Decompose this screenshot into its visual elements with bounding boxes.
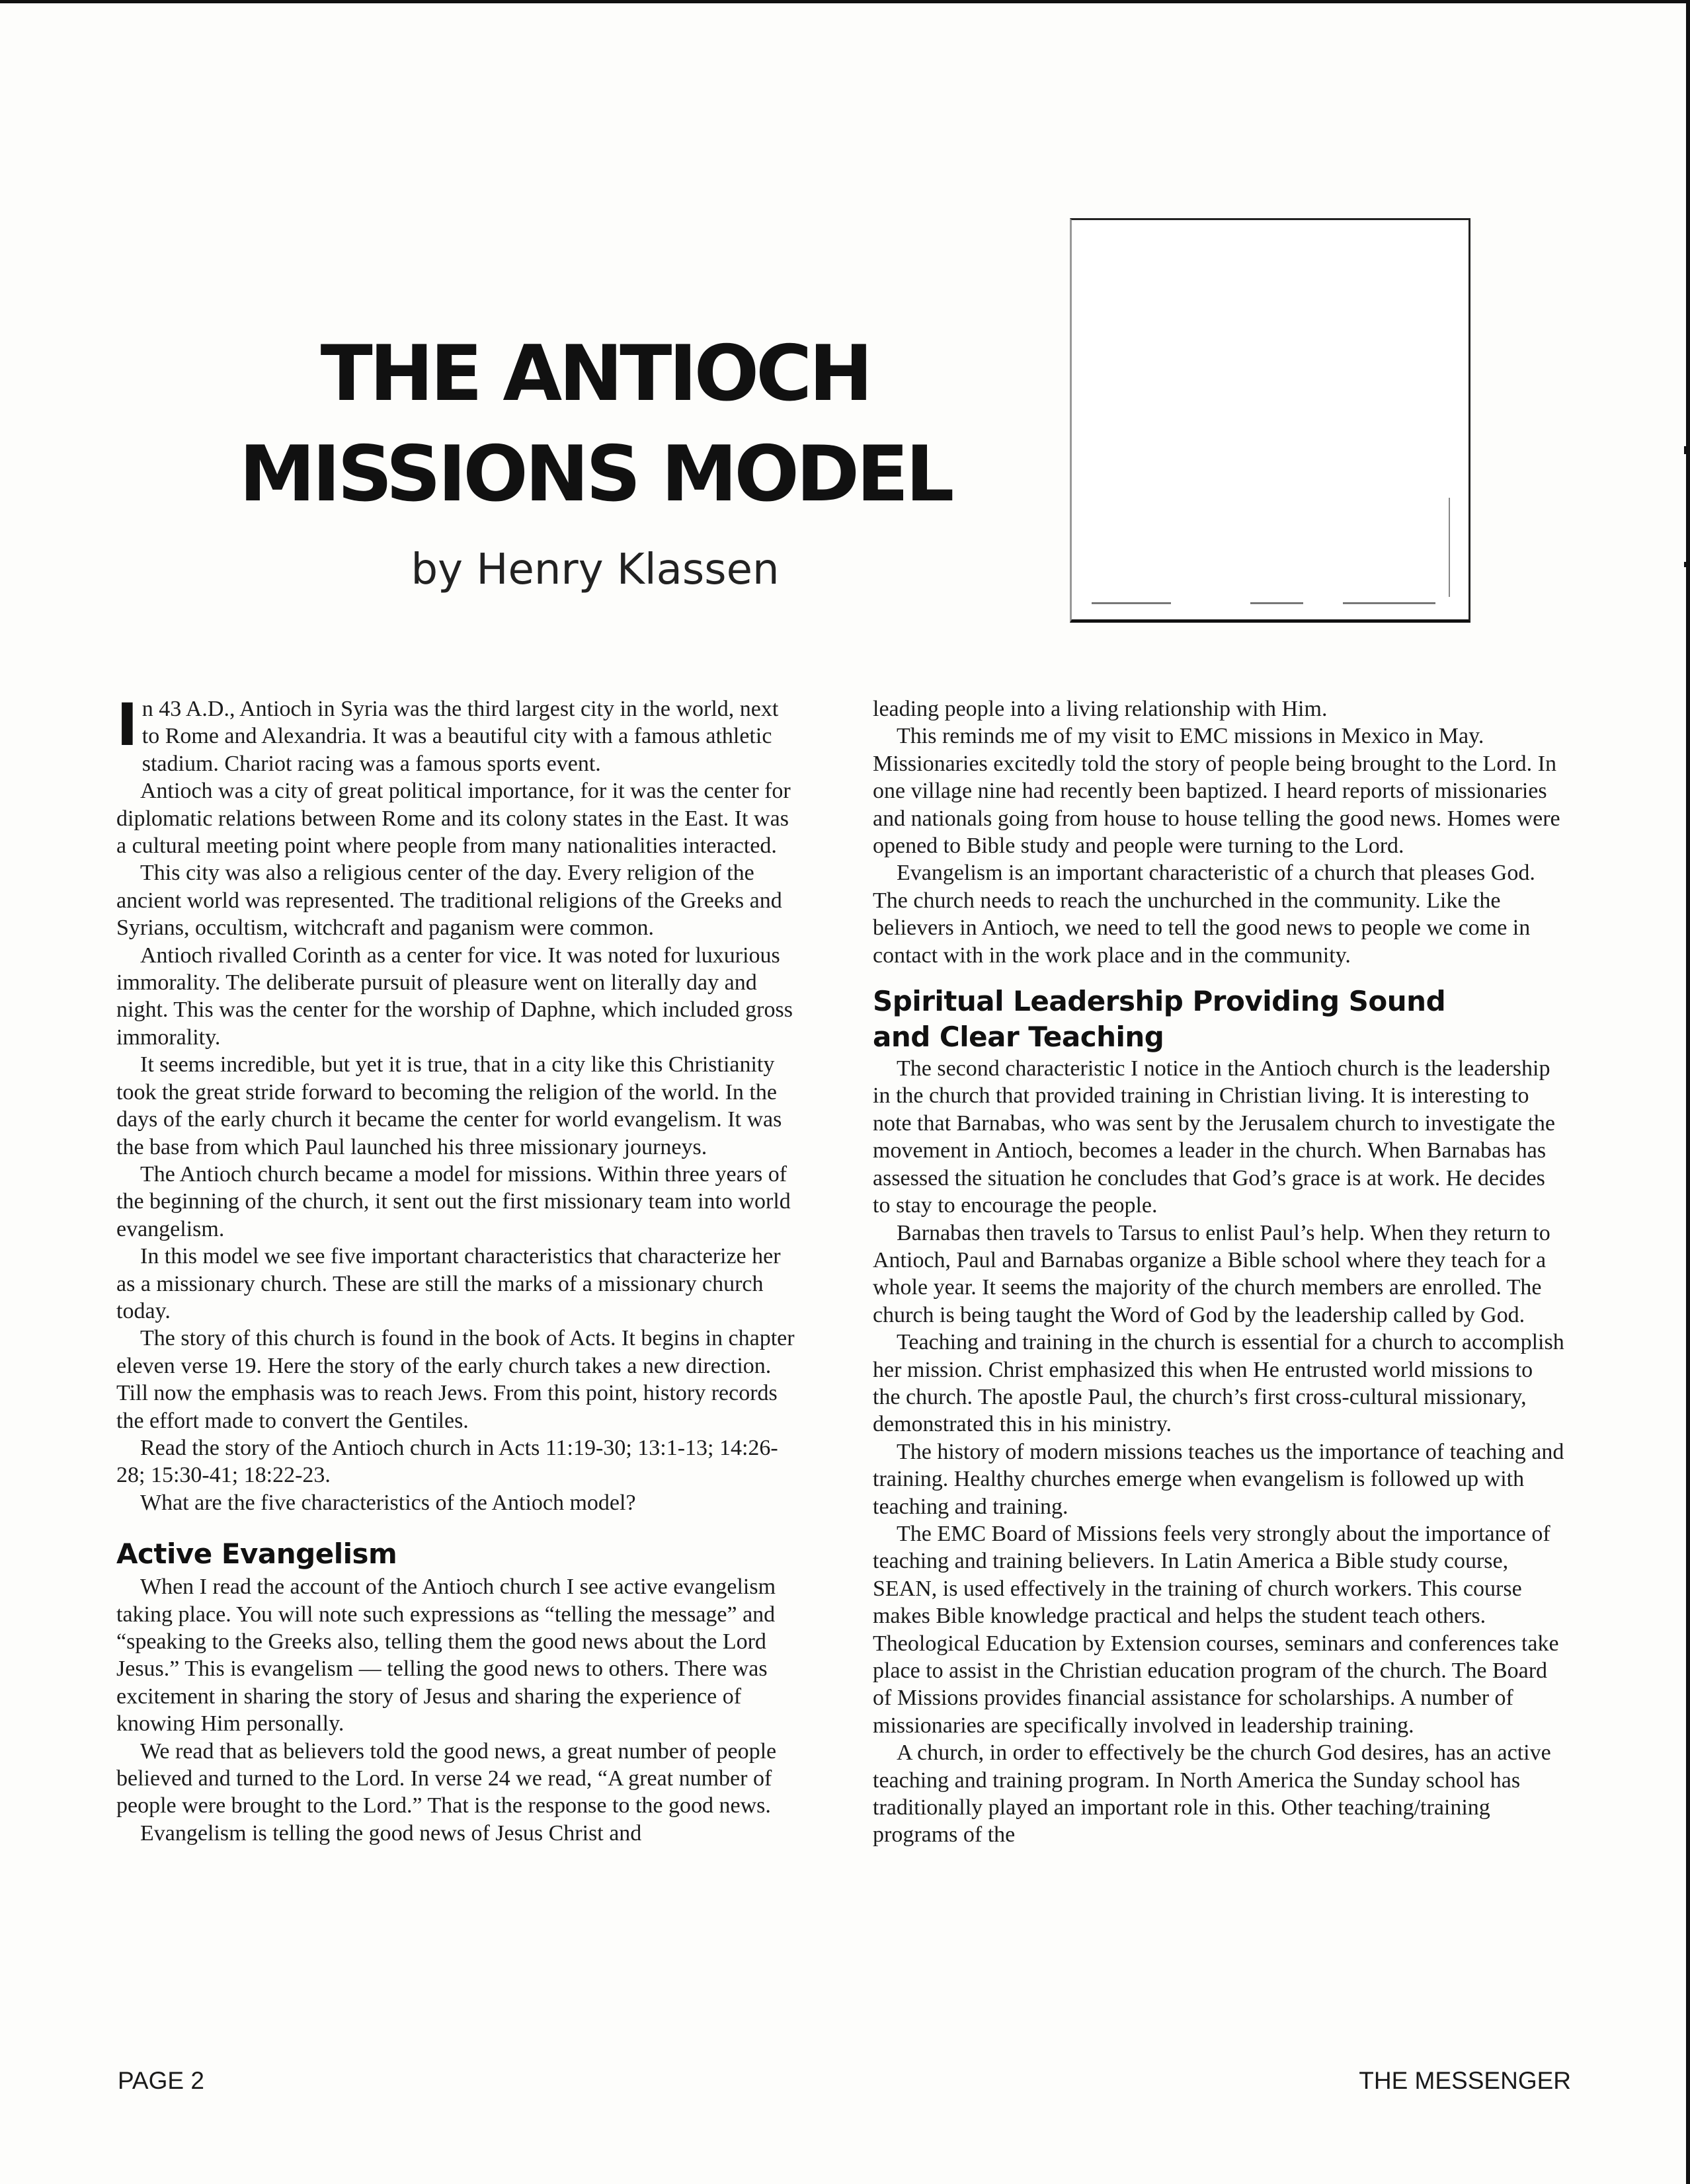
paragraph: The second characteristic I notice in the Antioch church is the leadership in the church that provided training in Christian living. It is interesting to note that Barnabas, who was sent by the Jerusalem church to investigate the movement in Antioch, becomes a leader in the church. When Barnabas has assessed the situation he concludes that God’s grace is at work. He decides to stay to encourage the people. [873,1056,1555,1218]
paragraph: Evangelism is an important characteristic of a church that pleases God. The church needs to reach the unchurched in the community. Like the believers in Antioch, we need to tell the good news to people we come in contact with in the work place and in the community. [873,861,1535,968]
paragraph: What are the five characteristics of the Antioch model? [140,1490,636,1515]
paragraph: Barnabas then travels to Tarsus to enlist Paul’s help. When they return to Antioch, Paul and Barnabas organize a Bible school where they teach for a whole year. It seems the majority of the church members are enrolled. The church is being taught the Word of God by the leadership called by God. [873,1220,1550,1327]
photo-placeholder-frame [1070,218,1470,623]
page-number: PAGE 2 [118,2067,204,2094]
section-heading: Active Evangelism [116,1538,397,1571]
paragraph: The EMC Board of Missions feels very strongly about the importance of teaching and training believers. In Latin America a Bible study course, SEAN, is used effectively in the training of church workers. This course makes Bible knowledge practical and helps the student teach others. Theological Education by Extension courses, seminars and conferences take place to assist in the Christian education program of the church. The Board of Missions provides financial assistance for scholarships. A number of missionaries are specifically involved in leadership training. [873,1521,1559,1738]
byline: by Henry Klassen [411,545,780,594]
column-left [116,691,797,1847]
section-heading-line: and Clear Teaching [873,1021,1164,1054]
paragraph: This city was also a religious center of the day. Every religion of the ancient world was represented. The traditional religions of the Greeks and Syrians, occultism, witchcraft and paganism were common. [116,861,782,941]
scan-edge-mark [1684,446,1690,454]
drop-cap: I [116,691,138,759]
paragraph-text: n 43 A.D., Antioch in Syria was the third largest city in the world, next to Rome and Alexandria. It was a beautiful city with a famous athletic stadium. Chariot racing was a famous sports event. [141,697,779,776]
title-line-2: MISSIONS MODEL [239,430,951,519]
paragraph: We read that as believers told the good news, a great number of people believed and turned to the Lord. In verse 24 we read, “A great number of people were brought to the Lord.” That is the response to the good news. [116,1738,777,1818]
paragraph: Teaching and training in the church is essential for a church to accomplish her mission. Christ emphasized this when He entrusted world missions to the church. The apostle Paul, the church’s first cross-cultural missionary, demonstrated this in his ministry. [873,1330,1564,1437]
section-heading-line: Spiritual Leadership Providing Sound [873,985,1446,1018]
paragraph [116,691,797,777]
publication-name: THE MESSENGER [1359,2067,1571,2094]
scan-edge-top [0,0,1690,3]
paragraph: This reminds me of my visit to EMC missions in Mexico in May. Missionaries excitedly told the story of people being brought to the Lord. In one village nine had recently been baptized. I heard reports of missionaries and nationals going from house to house telling the good news. Homes were opened to Bible study and people were turning to the Lord. [873,724,1560,859]
scan-edge-mark [1684,562,1690,567]
paragraph: Antioch rivalled Corinth as a center for vice. It was noted for luxurious immorality. The deliberate pursuit of pleasure went on literally day and night. This was the center for the worship of Daphne, which included gross immorality. [116,943,793,1050]
paragraph: Evangelism is telling the good news of Jesus Christ and [140,1820,642,1846]
frame-bottom-mark [1092,602,1171,604]
section-heading [873,969,1566,1055]
title-line-1: THE ANTIOCH [320,329,870,418]
frame-inner-line [1449,498,1450,597]
frame-bottom-mark [1250,602,1303,604]
frame-bottom-mark [1343,602,1435,604]
paragraph: leading people into a living relationship with Him. [873,697,1328,721]
paragraph: In this model we see five important characteristics that characterize her as a missionary church. These are still the marks of a missionary church today. [116,1244,781,1323]
paragraph: The history of modern missions teaches us the importance of teaching and training. Healthy churches emerge when evangelism is followed up with teaching and training. [873,1439,1564,1519]
scan-edge-right [1686,0,1690,2184]
paragraph: When I read the account of the Antioch church I see active evangelism taking place. You will note such expressions as “telling the message” and “speaking to the Greeks also, telling them the good news about the Lord Jesus.” This is evangelism — telling the good news to others. There was excitement in sharing the story of Jesus and sharing the experience of knowing Him personally. [116,1575,776,1736]
article-title [198,324,992,525]
paragraph: It seems incredible, but yet it is true, that in a city like this Christianity took the great stride forward to becoming the religion of the world. In the days of the early church it became the center for world evangelism. It was the base from which Paul launched his three missionary journeys. [116,1052,782,1159]
paragraph: Read the story of the Antioch church in Acts 11:19-30; 13:1-13; 14:26-28; 15:30-41; 18:22-23. [116,1435,778,1488]
paragraph: The Antioch church became a model for missions. Within three years of the beginning of the church, it sent out the first missionary team into world evangelism. [116,1161,791,1241]
paragraph: Antioch was a city of great political importance, for it was the center for diplomatic relations between Rome and its colony states in the East. It was a cultural meeting point where people from many nationalities interacted. [116,779,791,859]
paragraph: The story of this church is found in the book of Acts. It begins in chapter eleven verse 19. Here the story of the early church takes a new direction. Till now the emphasis was to reach Jews. From this point, history records the effort made to convert the Gentiles. [116,1326,795,1433]
paragraph: A church, in order to effectively be the church God desires, has an active teaching and training program. In North America the Sunday school has traditionally played an important role in this. Other teaching/training programs of the [873,1740,1551,1848]
column-right [873,695,1566,1849]
